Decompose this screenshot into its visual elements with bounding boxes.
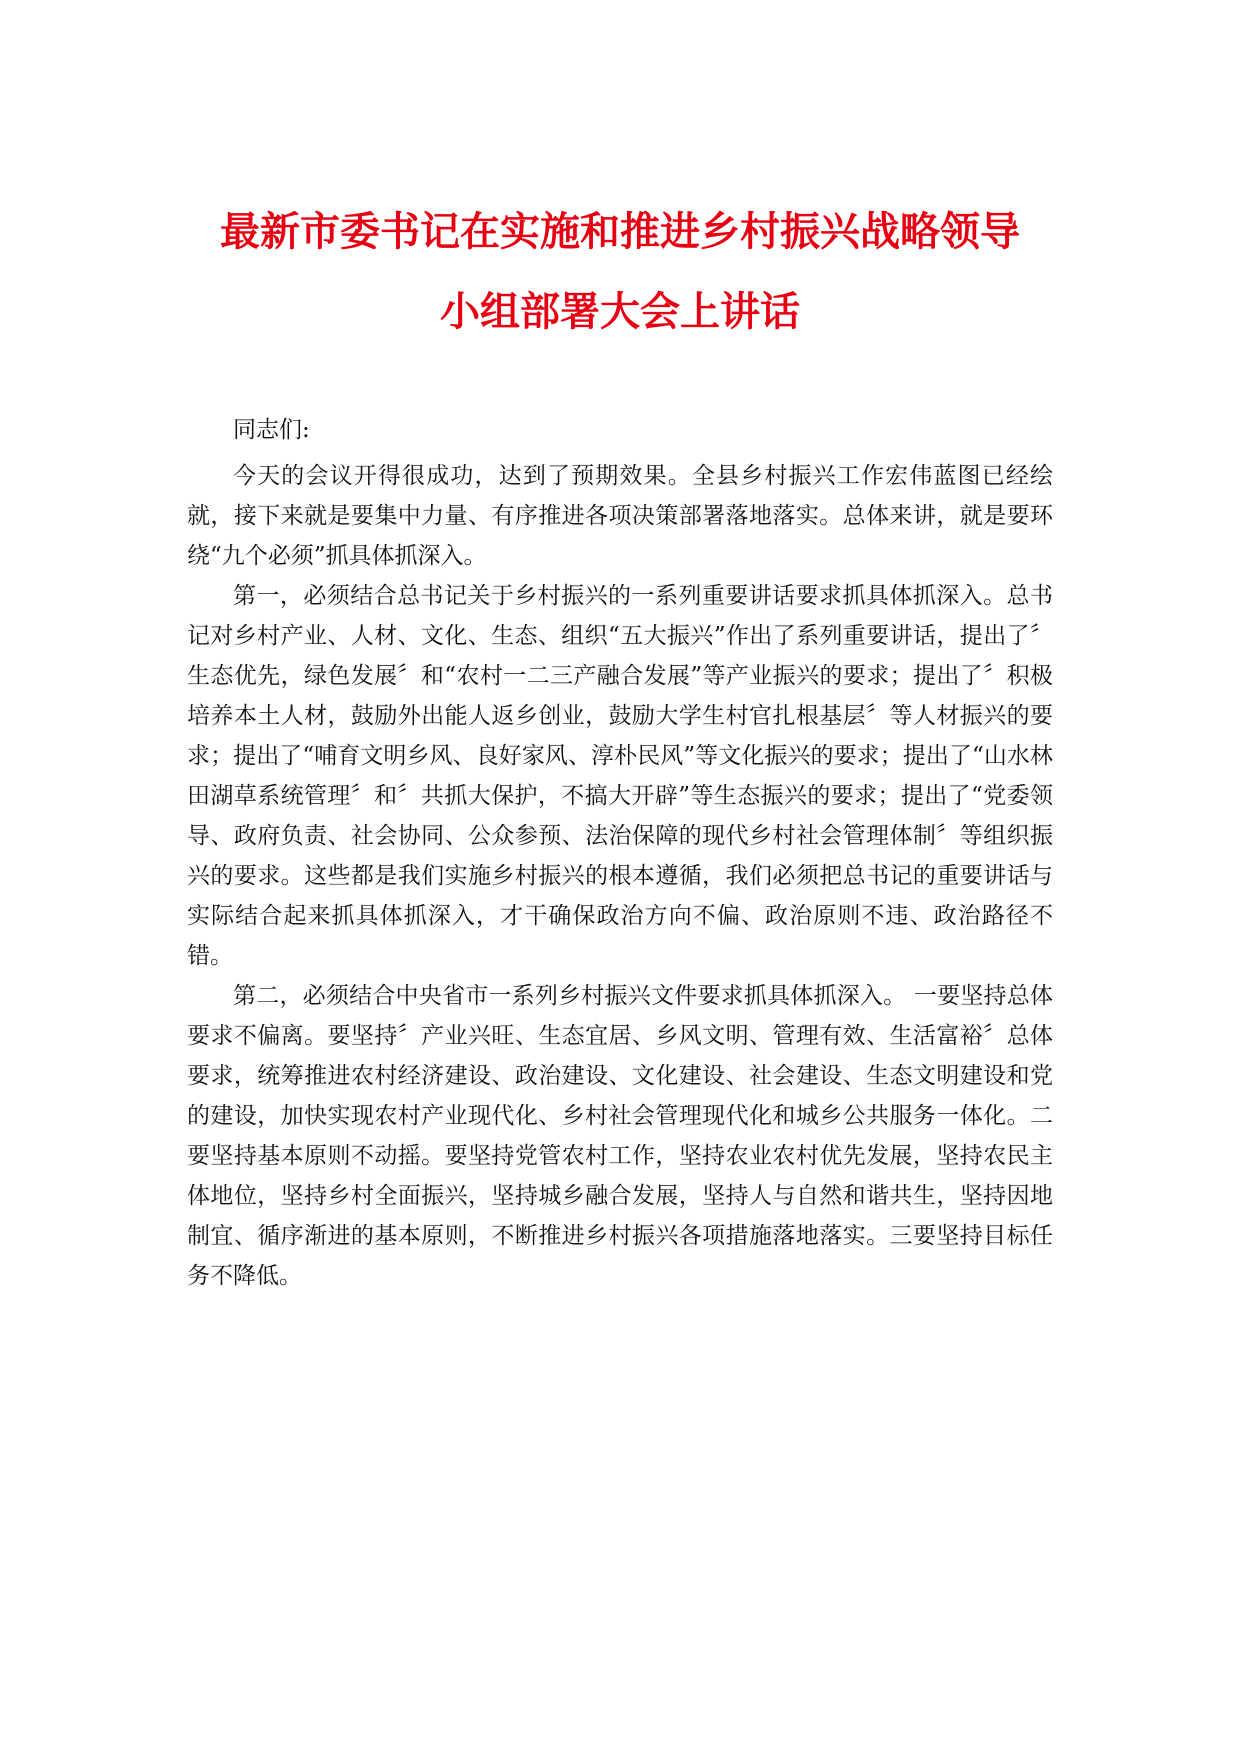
- salutation: 同志们:: [233, 417, 310, 443]
- paragraph-2: 第一，必须结合总书记关于乡村振兴的一系列重要讲话要求抓具体抓深入。总书记对乡村产业、人材、文化、生态、组织“五大振兴”作出了系列重要讲话，提出了〞生态优先，绿色发展〞和“农村一二三产融合发展”等产业振兴的要求；提出了〞积极培养本土人材，鼓励外出能人返乡创业，鼓励大学生村官扎根基层〞等人材振兴的要求；提出了“哺育文明乡风、良好家风、淳朴民风”等文化振兴的要求；提出了“山水林田湖草系统管理〞和〞共抓大保护，不搞大开辟”等生态振兴的要求；提出了“党委领导、政府负责、社会协同、公众参预、法治保障的现代乡村社会管理体制〞等组织振兴的要求。这些都是我们实施乡村振兴的根本遵循，我们必须把总书记的重要讲话与 实际结合起来抓具体抓深入，才干确保政治方向不偏、政治原则不违、政治路径不错。: [187, 583, 1053, 969]
- paragraph-1: 今天的会议开得很成功，达到了预期效果。全县乡村振兴工作宏伟蓝图已经绘就，接下来就是要集中力量、有序推进各项决策部署落地落实。总体来讲，就是要环绕“九个必须”抓具体抓深入。: [187, 463, 1053, 569]
- paragraph-3: 第二，必须结合中央省市一系列乡村振兴文件要求抓具体抓深入。 一要坚持总体要求不偏离。要坚持〞产业兴旺、生态宜居、乡风文明、管理有效、生活富裕〞总体要求，统筹推进农村经济建设、政治建设、文化建设、社会建设、生态文明建设和党的建设，加快实现农村产业现代化、乡村社会管理现代化和城乡公共服务一体化。二要坚持基本原则不动摇。要坚持党管农村工作，坚持农业农村优先发展，坚持农民主体地位，坚持乡村全面振兴，坚持城乡融合发展，坚持人与自然和谐共生，坚持因地制宜、循序渐进的基本原则，不断推进乡村振兴各项措施落地落实。三要坚持目标任务不降低。: [187, 983, 1053, 1289]
- title-line-1: 最新市委书记在实施和推进乡村振兴战略领导: [220, 209, 1020, 255]
- document-body: [187, 410, 1053, 1296]
- document-title: [150, 192, 1090, 352]
- title-line-2: 小组部署大会上讲话: [440, 289, 800, 335]
